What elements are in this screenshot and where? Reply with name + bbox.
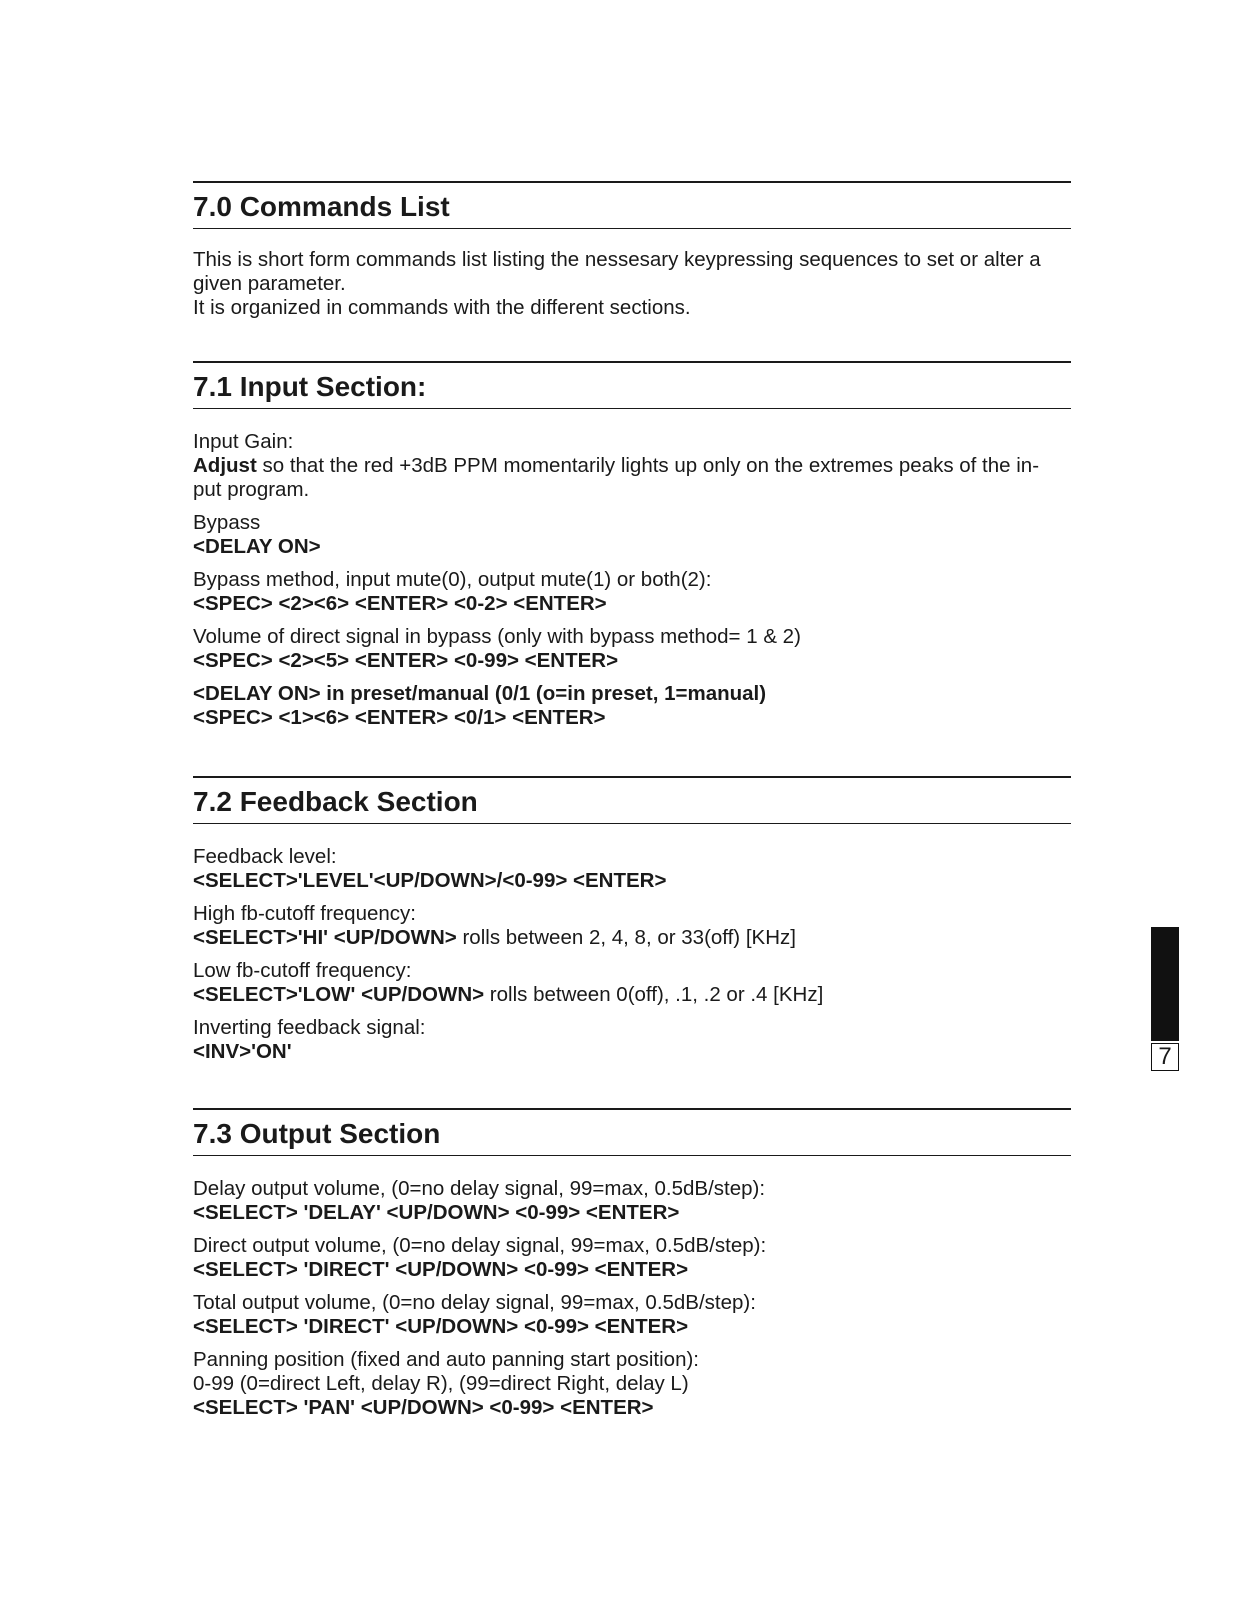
- total-output-command: <SELECT> 'DIRECT' <UP/DOWN> <0-99> <ENTER>: [193, 1315, 689, 1339]
- chapter-tab-number: 7: [1151, 1043, 1179, 1071]
- section-input: [193, 361, 1071, 739]
- section-heading: 7.2 Feedback Section: [193, 785, 478, 817]
- section-heading: 7.1 Input Section:: [193, 370, 427, 402]
- panning-desc: Panning position (fixed and auto panning start position):: [193, 1348, 700, 1372]
- hi-cutoff-command: <SELECT>'HI' <UP/DOWN>: [193, 926, 457, 950]
- panning-command: <SELECT> 'PAN' <UP/DOWN> <0-99> <ENTER>: [193, 1396, 654, 1420]
- adjust-text: [193, 454, 1071, 478]
- delay-output-desc: Delay output volume, (0=no delay signal, 99=max, 0.5dB/step):: [193, 1177, 766, 1201]
- bypass-method-desc: Bypass method, input mute(0), output mute(1) or both(2):: [193, 568, 712, 592]
- section-heading: 7.3 Output Section: [193, 1117, 441, 1149]
- direct-output-desc: Direct output volume, (0=no delay signal, 99=max, 0.5dB/step):: [193, 1234, 767, 1258]
- bypass-method-command: <SPEC> <2><6> <ENTER> <0-2> <ENTER>: [193, 592, 607, 616]
- rule-bottom: [193, 228, 1071, 230]
- adjust-bold: Adjust: [193, 454, 257, 478]
- feedback-level-desc: Feedback level:: [193, 845, 337, 869]
- low-cutoff-desc: Low fb-cutoff frequency:: [193, 959, 412, 983]
- text-line: This is short form commands list listing the nessesary keypressing sequences to set or alter a: [193, 248, 1041, 272]
- bypass-command: <DELAY ON>: [193, 535, 321, 559]
- low-cutoff-values: rolls between 0(off), .1, .2 or .4 [KHz]: [484, 983, 824, 1007]
- hi-cutoff-values: rolls between 2, 4, 8, or 33(off) [KHz]: [456, 926, 796, 950]
- bypass-volume-desc: Volume of direct signal in bypass (only with bypass method= 1 & 2): [193, 625, 801, 649]
- hi-cutoff-desc: High fb-cutoff frequency:: [193, 902, 416, 926]
- rule-bottom: [193, 408, 1071, 410]
- delay-on-desc: <DELAY ON> in preset/manual (0/1 (o=in preset, 1=manual): [193, 682, 767, 706]
- invert-feedback-desc: Inverting feedback signal:: [193, 1016, 426, 1040]
- delay-on-command: <SPEC> <1><6> <ENTER> <0/1> <ENTER>: [193, 706, 606, 730]
- delay-output-command: <SELECT> 'DELAY' <UP/DOWN> <0-99> <ENTER>: [193, 1201, 680, 1225]
- chapter-tab-marker: [1151, 927, 1179, 1041]
- section-commands-list: [193, 181, 1071, 320]
- rule-bottom: [193, 1155, 1071, 1157]
- total-output-desc: Total output volume, (0=no delay signal, 99=max, 0.5dB/step):: [193, 1291, 756, 1315]
- bypass-label: Bypass: [193, 511, 261, 535]
- input-gain-label: Input Gain:: [193, 430, 294, 454]
- adjust-rest: so that the red +3dB PPM momentarily lights up only on the extremes peaks of the in-: [256, 454, 1040, 478]
- feedback-level-command: <SELECT>'LEVEL'<UP/DOWN>/<0-99> <ENTER>: [193, 869, 667, 893]
- rule-bottom: [193, 823, 1071, 825]
- adjust-line2: put program.: [193, 478, 310, 502]
- bypass-volume-command: <SPEC> <2><5> <ENTER> <0-99> <ENTER>: [193, 649, 619, 673]
- section-output: [193, 1108, 1071, 1429]
- low-cutoff-command: <SELECT>'LOW' <UP/DOWN>: [193, 983, 485, 1007]
- invert-feedback-command: <INV>'ON': [193, 1040, 292, 1064]
- text-line: It is organized in commands with the different sections.: [193, 296, 691, 320]
- panning-range: 0-99 (0=direct Left, delay R), (99=direct Right, delay L): [193, 1372, 689, 1396]
- section-heading: 7.0 Commands List: [193, 190, 450, 222]
- section-feedback: [193, 776, 1071, 1073]
- direct-output-command: <SELECT> 'DIRECT' <UP/DOWN> <0-99> <ENTER>: [193, 1258, 689, 1282]
- text-line: given parameter.: [193, 272, 346, 296]
